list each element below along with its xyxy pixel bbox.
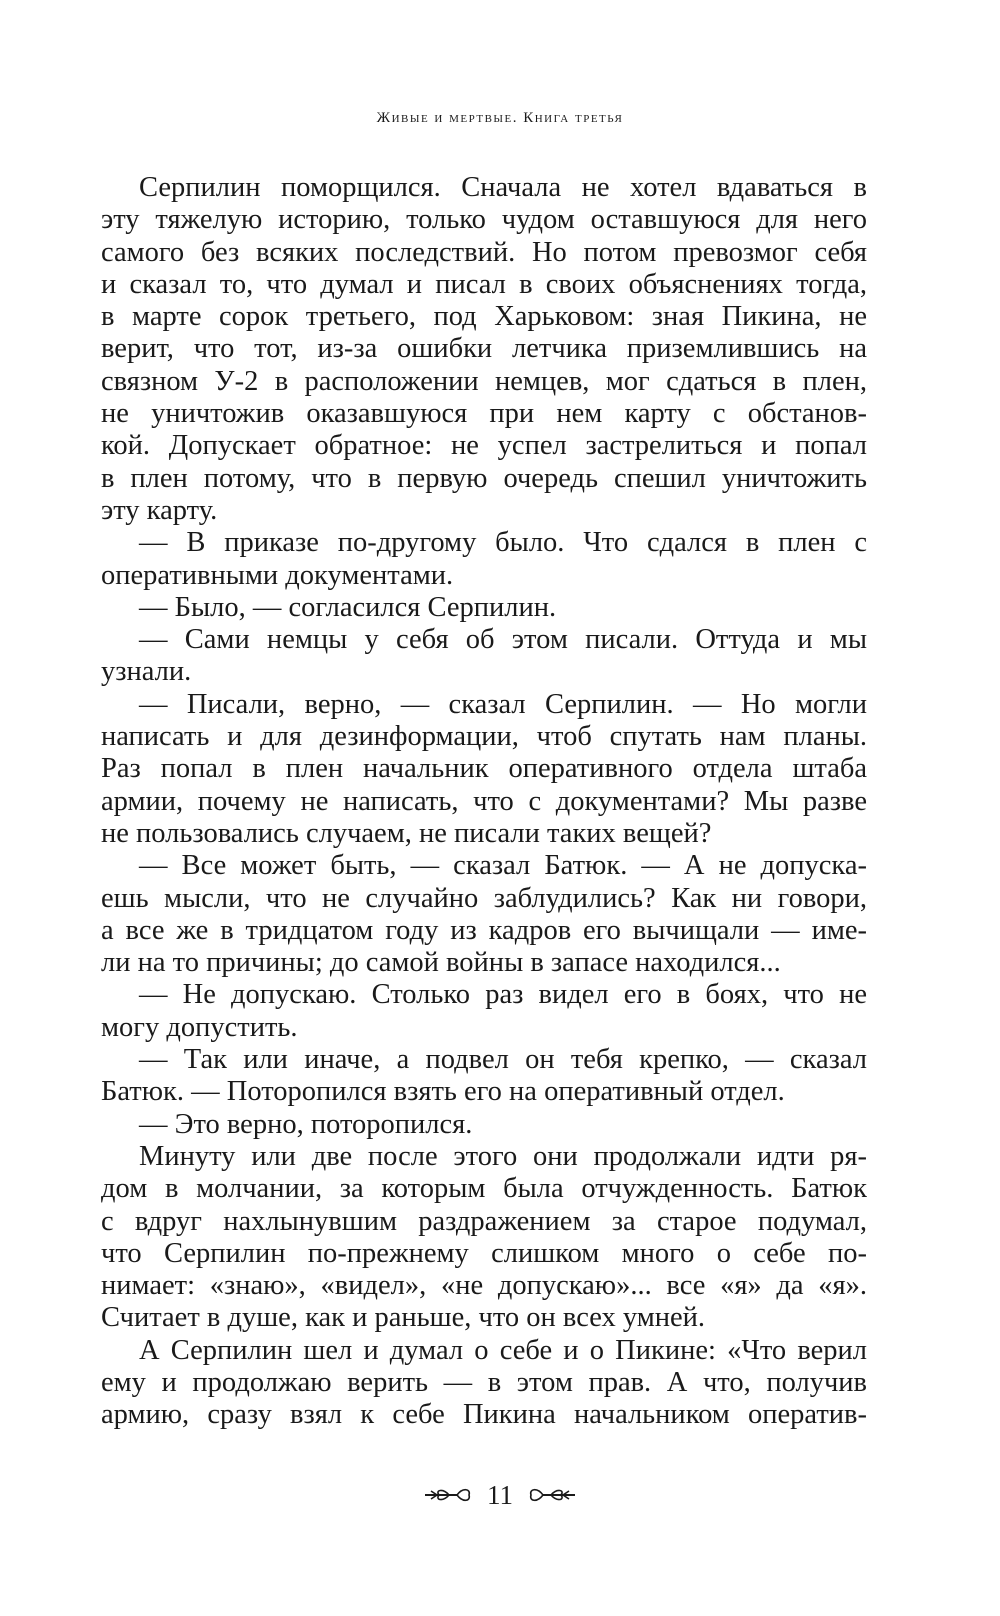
left-ornament-icon [423, 1485, 473, 1505]
text-line: — Было, — согласился Серпилин. [139, 591, 557, 623]
right-ornament-icon [527, 1485, 577, 1505]
text-line: — Не допускаю. Столько раз видел его в боях, что не [139, 979, 867, 1011]
text-line: — В приказе по-другому было. Что сдался в плен с [139, 527, 867, 559]
text-line: армию, сразу взял к себе Пикина начальником оператив- [101, 1399, 867, 1431]
text-line: в плен потому, что в первую очередь спешил уничтожить [101, 462, 867, 494]
text-line: что Серпилин по-прежнему слишком много о себе по- [101, 1237, 867, 1269]
text-line: эту карту. [101, 494, 218, 526]
text-line: армии, почему не написать, что с документами? Мы разве [101, 785, 867, 817]
text-line: кой. Допускает обратное: не успел застрелиться и попал [101, 430, 867, 462]
text-line: ему и продолжаю верить — в этом прав. А что, получив [101, 1366, 867, 1398]
text-line: Серпилин поморщился. Сначала не хотел вдаваться в [139, 172, 867, 203]
text-line: ли на то причины; до самой войны в запасе находился... [101, 947, 781, 979]
text-line: дом в молчании, за которым была отчужденность. Батюк [101, 1173, 867, 1205]
text-line: оперативными документами. [101, 559, 454, 591]
text-line: не пользовались случаем, не писали таких вещей? [101, 817, 712, 849]
text-line: нимает: «знаю», «видел», «не допускаю»... все «я» да «я». [101, 1270, 867, 1302]
text-line: — Все может быть, — сказал Батюк. — А не допуска- [139, 850, 867, 882]
text-line: и сказал то, что думал и писал в своих объяснениях тогда, [101, 268, 867, 300]
text-line: Минуту или две после этого они продолжали идти ря- [139, 1140, 867, 1172]
text-line: самого без всяких последствий. Но потом превозмог себя [101, 236, 867, 268]
text-line: связном У-2 в расположении немцев, мог сдаться в плен, [101, 365, 867, 397]
text-line: узнали. [101, 656, 192, 688]
text-line: написать и для дезинформации, чтоб спутать нам планы. [101, 721, 867, 753]
text-line: а все же в тридцатом году из кадров его вычищали — име- [101, 914, 867, 946]
page-footer [0, 1480, 1000, 1510]
text-line: не уничтожив оказавшуюся при нем карту с обстанов- [101, 398, 867, 430]
text-line: эту тяжелую историю, только чудом оставшуюся для него [101, 204, 867, 236]
text-line: верит, что тот, из-за ошибки летчика приземлившись на [101, 333, 867, 365]
text-line: А Серпилин шел и думал о себе и о Пикине: «Что верил [139, 1334, 867, 1366]
running-head: Живые и мертвые. Книга третья [376, 110, 624, 126]
text-line: Считает в душе, как и раньше, что он всех умней. [101, 1302, 706, 1334]
text-line: — Сами немцы у себя об этом писали. Оттуда и мы [139, 624, 867, 656]
text-line: — Писали, верно, — сказал Серпилин. — Но могли [139, 688, 867, 720]
page-number: 11 [487, 1480, 513, 1510]
text-line: — Так или иначе, а подвел он тебя крепко, — сказал [139, 1044, 867, 1076]
text-line: с вдруг нахлынувшим раздражением за старое подумал, [101, 1205, 867, 1237]
text-line: ешь мысли, что не случайно заблудились? Как ни говори, [101, 882, 867, 914]
text-line: могу допустить. [101, 1011, 298, 1043]
text-line: Батюк. — Поторопился взять его на оперативный отдел. [101, 1076, 785, 1108]
body-text [101, 172, 867, 1432]
text-line: — Это верно, поторопился. [139, 1108, 473, 1140]
text-line: Раз попал в плен начальник оперативного отдела штаба [101, 753, 867, 785]
text-line: в марте сорок третьего, под Харьковом: зная Пикина, не [101, 301, 867, 333]
